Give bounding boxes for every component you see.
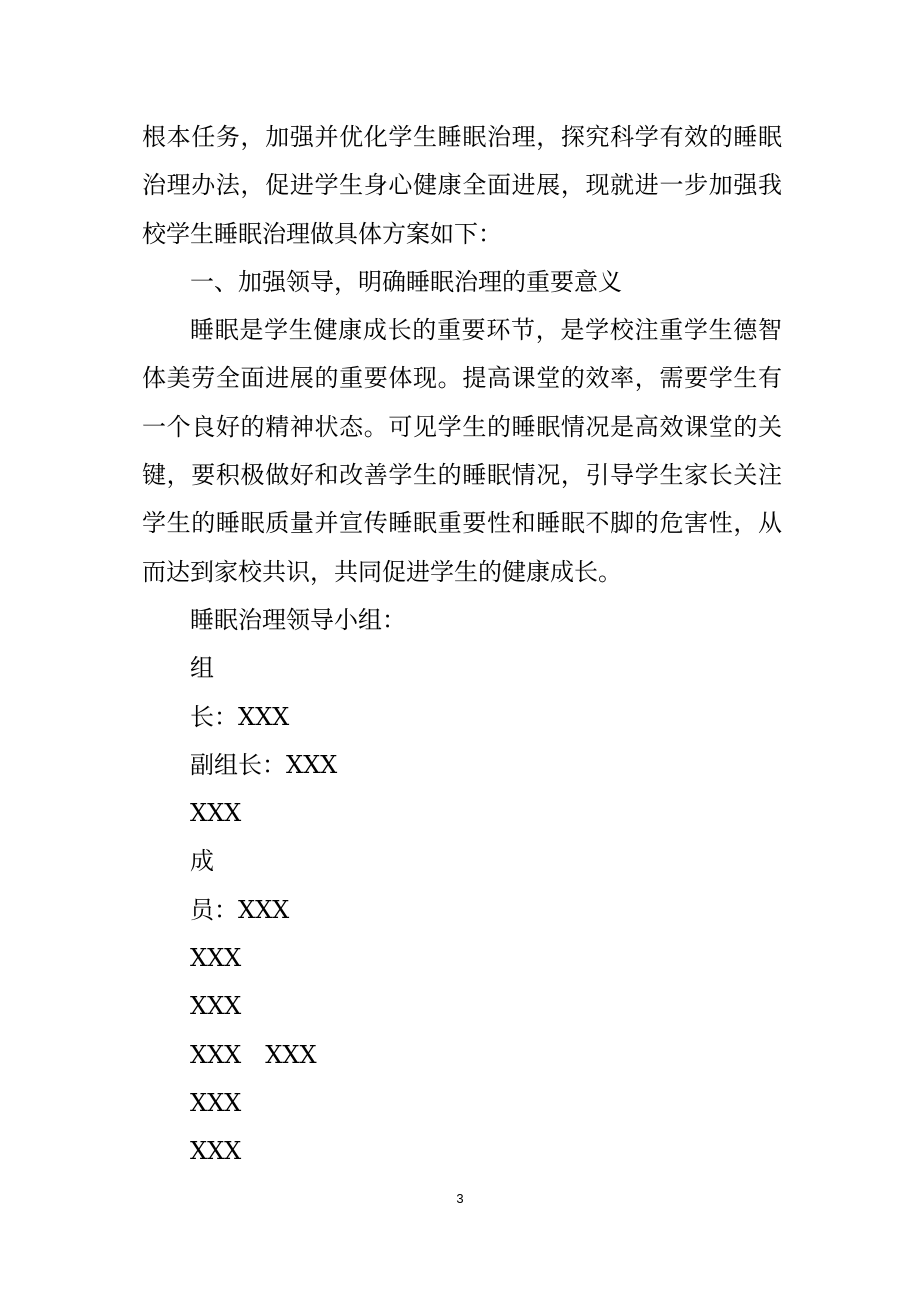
intro-line-3: 校学生睡眠治理做具体方案如下： <box>142 219 502 248</box>
leader-label-part-1: 组 <box>190 654 214 683</box>
member-label-part-1: 成 <box>190 847 214 876</box>
paragraph-line-1: 睡眠是学生健康成长的重要环节，是学校注重学生德智 <box>190 316 782 345</box>
member-entry: XXX <box>265 1040 317 1069</box>
intro-line-1: 根本任务，加强并优化学生睡眠治理，探究科学有效的睡眠 <box>142 123 782 151</box>
intro-line-2: 治理办法，促进学生身心健康全面进展，现就进一步加强我 <box>142 171 782 200</box>
paragraph-line-2: 体美劳全面进展的重要体现。提高课堂的效率，需要学生有 <box>142 364 782 393</box>
document-body <box>142 113 782 1176</box>
leader-entry: 长：XXX <box>190 702 290 731</box>
member-entry-pair <box>142 1031 782 1079</box>
member-entry: XXX <box>190 1137 242 1166</box>
member-entry: XXX <box>190 944 242 973</box>
group-label: 睡眠治理领导小组： <box>190 605 406 634</box>
deputy-leader-entry-2: XXX <box>190 799 242 828</box>
paragraph-line-3: 一个良好的精神状态。可见学生的睡眠情况是高效课堂的关 <box>142 412 782 441</box>
paragraph-line-6: 而达到家校共识，共同促进学生的健康成长。 <box>142 557 622 586</box>
member-entry-first: 员：XXX <box>190 895 290 924</box>
member-entry: XXX <box>190 1040 242 1069</box>
page-number: 3 <box>456 1191 464 1206</box>
paragraph-line-5: 学生的睡眠质量并宣传睡眠重要性和睡眠不脚的危害性，从 <box>142 509 782 538</box>
member-entry: XXX <box>190 992 242 1021</box>
deputy-leader-entry: 副组长：XXX <box>190 750 338 779</box>
paragraph-line-4: 键，要积极做好和改善学生的睡眠情况，引导学生家长关注 <box>142 461 782 490</box>
section-heading: 一、加强领导，明确睡眠治理的重要意义 <box>190 267 622 296</box>
member-entry: XXX <box>190 1088 242 1117</box>
